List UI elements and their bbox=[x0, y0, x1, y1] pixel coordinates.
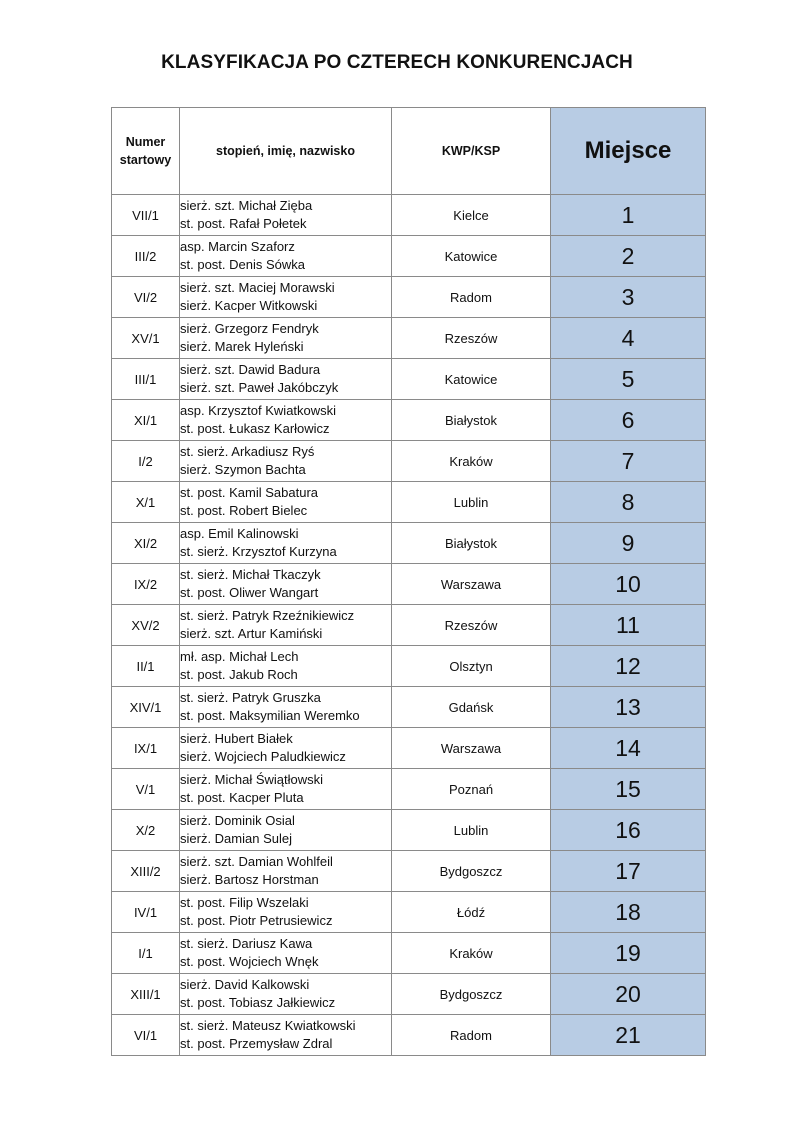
start-number: IV/1 bbox=[112, 892, 180, 933]
place-number: 17 bbox=[551, 851, 706, 892]
competitor-name: asp. Marcin Szaforz bbox=[180, 239, 295, 254]
kwp-city: Łódź bbox=[392, 892, 551, 933]
competitor-name: st. sierż. Arkadiusz Ryś bbox=[180, 444, 315, 459]
start-number: XV/2 bbox=[112, 605, 180, 646]
place-number: 8 bbox=[551, 482, 706, 523]
competitors-cell bbox=[180, 400, 392, 441]
table-row bbox=[112, 974, 706, 1015]
place-number: 10 bbox=[551, 564, 706, 605]
competitor-name: st. post. Piotr Petrusiewicz bbox=[180, 913, 333, 928]
table-row bbox=[112, 564, 706, 605]
start-number: X/1 bbox=[112, 482, 180, 523]
table-row bbox=[112, 851, 706, 892]
competitors-cell bbox=[180, 687, 392, 728]
competitors-cell bbox=[180, 810, 392, 851]
competitors-cell bbox=[180, 564, 392, 605]
kwp-city: Radom bbox=[392, 277, 551, 318]
kwp-city: Radom bbox=[392, 1015, 551, 1056]
place-number: 13 bbox=[551, 687, 706, 728]
table-row bbox=[112, 933, 706, 974]
place-number: 20 bbox=[551, 974, 706, 1015]
table-row bbox=[112, 605, 706, 646]
competitor-name: sierż. Dominik Osial bbox=[180, 813, 295, 828]
competitor-name: asp. Emil Kalinowski bbox=[180, 526, 299, 541]
competitor-name: sierż. szt. Maciej Morawski bbox=[180, 280, 335, 295]
competitors-cell bbox=[180, 646, 392, 687]
competitor-name: st. sierż. Michał Tkaczyk bbox=[180, 567, 321, 582]
competitors-cell bbox=[180, 892, 392, 933]
competitor-name: st. post. Rafał Połetek bbox=[180, 216, 307, 231]
table-row bbox=[112, 359, 706, 400]
start-number: XIV/1 bbox=[112, 687, 180, 728]
competitor-name: sierż. szt. Damian Wohlfeil bbox=[180, 854, 333, 869]
table-row bbox=[112, 236, 706, 277]
competitor-name: st. sierż. Dariusz Kawa bbox=[180, 936, 313, 951]
table-row bbox=[112, 318, 706, 359]
table-row bbox=[112, 646, 706, 687]
competitor-name: mł. asp. Michał Lech bbox=[180, 649, 299, 664]
place-number: 12 bbox=[551, 646, 706, 687]
competitor-name: sierż. Wojciech Paludkiewicz bbox=[180, 749, 346, 764]
table-row bbox=[112, 728, 706, 769]
competitor-name: sierż. Grzegorz Fendryk bbox=[180, 321, 319, 336]
start-number: XIII/1 bbox=[112, 974, 180, 1015]
table-row bbox=[112, 892, 706, 933]
kwp-city: Bydgoszcz bbox=[392, 851, 551, 892]
competitor-name: sierż. Michał Świątłowski bbox=[180, 772, 324, 787]
place-number: 2 bbox=[551, 236, 706, 277]
kwp-city: Poznań bbox=[392, 769, 551, 810]
table-row bbox=[112, 1015, 706, 1056]
competitors-cell bbox=[180, 318, 392, 359]
competitors-cell bbox=[180, 605, 392, 646]
kwp-city: Lublin bbox=[392, 482, 551, 523]
place-number: 7 bbox=[551, 441, 706, 482]
start-number: XI/1 bbox=[112, 400, 180, 441]
table-row bbox=[112, 482, 706, 523]
kwp-city: Gdańsk bbox=[392, 687, 551, 728]
start-number: VII/1 bbox=[112, 195, 180, 236]
place-number: 1 bbox=[551, 195, 706, 236]
competitors-cell bbox=[180, 482, 392, 523]
competitor-name: sierż. szt. Paweł Jakóbczyk bbox=[180, 380, 339, 395]
results-table bbox=[111, 107, 706, 1056]
kwp-city: Kraków bbox=[392, 933, 551, 974]
competitor-name: st. post. Denis Sówka bbox=[180, 257, 305, 272]
competitor-name: asp. Krzysztof Kwiatkowski bbox=[180, 403, 337, 418]
competitor-name: st. post. Jakub Roch bbox=[180, 667, 298, 682]
competitors-cell bbox=[180, 1015, 392, 1056]
competitors-cell bbox=[180, 851, 392, 892]
table-row bbox=[112, 400, 706, 441]
competitor-name: st. post. Przemysław Zdral bbox=[180, 1036, 333, 1051]
competitor-name: st. post. Wojciech Wnęk bbox=[180, 954, 319, 969]
start-number: IX/1 bbox=[112, 728, 180, 769]
place-number: 9 bbox=[551, 523, 706, 564]
competitors-cell bbox=[180, 236, 392, 277]
start-number: XIII/2 bbox=[112, 851, 180, 892]
header-name: stopień, imię, nazwisko bbox=[180, 108, 392, 195]
header-kwp: KWP/KSP bbox=[392, 108, 551, 195]
place-number: 21 bbox=[551, 1015, 706, 1056]
start-number: III/2 bbox=[112, 236, 180, 277]
competitor-name: st. post. Robert Bielec bbox=[180, 503, 308, 518]
competitor-name: st. sierż. Krzysztof Kurzyna bbox=[180, 544, 337, 559]
table-row bbox=[112, 769, 706, 810]
table-row bbox=[112, 810, 706, 851]
competitor-name: sierż. szt. Michał Zięba bbox=[180, 198, 313, 213]
page-title: KLASYFIKACJA PO CZTERECH KONKURENCJACH bbox=[161, 52, 633, 73]
kwp-city: Bydgoszcz bbox=[392, 974, 551, 1015]
place-number: 3 bbox=[551, 277, 706, 318]
competitor-name: sierż. Szymon Bachta bbox=[180, 462, 306, 477]
table-row bbox=[112, 687, 706, 728]
competitor-name: st. post. Tobiasz Jałkiewicz bbox=[180, 995, 336, 1010]
table-row bbox=[112, 441, 706, 482]
start-number: XV/1 bbox=[112, 318, 180, 359]
competitors-cell bbox=[180, 769, 392, 810]
competitor-name: sierż. Kacper Witkowski bbox=[180, 298, 318, 313]
place-number: 5 bbox=[551, 359, 706, 400]
place-number: 4 bbox=[551, 318, 706, 359]
start-number: VI/1 bbox=[112, 1015, 180, 1056]
competitor-name: st. post. Łukasz Karłowicz bbox=[180, 421, 330, 436]
competitor-name: st. post. Oliwer Wangart bbox=[180, 585, 319, 600]
kwp-city: Białystok bbox=[392, 400, 551, 441]
table-body bbox=[112, 195, 706, 1056]
competitor-name: st. post. Kamil Sabatura bbox=[180, 485, 319, 500]
competitor-name: sierż. Damian Sulej bbox=[180, 831, 292, 846]
kwp-city: Kraków bbox=[392, 441, 551, 482]
header-place: Miejsce bbox=[551, 108, 706, 195]
place-number: 11 bbox=[551, 605, 706, 646]
start-number: II/1 bbox=[112, 646, 180, 687]
competitor-name: st. sierż. Patryk Gruszka bbox=[180, 690, 321, 705]
kwp-city: Kielce bbox=[392, 195, 551, 236]
table-row bbox=[112, 277, 706, 318]
place-number: 6 bbox=[551, 400, 706, 441]
kwp-city: Olsztyn bbox=[392, 646, 551, 687]
place-number: 19 bbox=[551, 933, 706, 974]
competitors-cell bbox=[180, 277, 392, 318]
start-number: XI/2 bbox=[112, 523, 180, 564]
kwp-city: Katowice bbox=[392, 359, 551, 400]
competitor-name: st. post. Kacper Pluta bbox=[180, 790, 304, 805]
start-number: IX/2 bbox=[112, 564, 180, 605]
header-row bbox=[112, 108, 706, 195]
kwp-city: Lublin bbox=[392, 810, 551, 851]
competitor-name: sierż. Marek Hyleński bbox=[180, 339, 304, 354]
competitor-name: st. post. Maksymilian Weremko bbox=[180, 708, 360, 723]
place-number: 18 bbox=[551, 892, 706, 933]
start-number: III/1 bbox=[112, 359, 180, 400]
kwp-city: Białystok bbox=[392, 523, 551, 564]
header-number: Numer startowy bbox=[112, 108, 180, 195]
start-number: V/1 bbox=[112, 769, 180, 810]
competitor-name: sierż. Bartosz Horstman bbox=[180, 872, 319, 887]
start-number: VI/2 bbox=[112, 277, 180, 318]
competitors-cell bbox=[180, 359, 392, 400]
kwp-city: Warszawa bbox=[392, 728, 551, 769]
competitors-cell bbox=[180, 523, 392, 564]
competitor-name: sierż. szt. Artur Kamiński bbox=[180, 626, 323, 641]
start-number: X/2 bbox=[112, 810, 180, 851]
competitor-name: st. sierż. Patryk Rzeźnikiewicz bbox=[180, 608, 355, 623]
start-number: I/2 bbox=[112, 441, 180, 482]
competitor-name: sierż. szt. Dawid Badura bbox=[180, 362, 321, 377]
kwp-city: Katowice bbox=[392, 236, 551, 277]
competitor-name: sierż. Hubert Białek bbox=[180, 731, 293, 746]
kwp-city: Warszawa bbox=[392, 564, 551, 605]
place-number: 16 bbox=[551, 810, 706, 851]
place-number: 14 bbox=[551, 728, 706, 769]
competitors-cell bbox=[180, 974, 392, 1015]
start-number: I/1 bbox=[112, 933, 180, 974]
table-row bbox=[112, 195, 706, 236]
competitors-cell bbox=[180, 441, 392, 482]
competitor-name: st. post. Filip Wszelaki bbox=[180, 895, 309, 910]
competitors-cell bbox=[180, 195, 392, 236]
kwp-city: Rzeszów bbox=[392, 318, 551, 359]
competitor-name: st. sierż. Mateusz Kwiatkowski bbox=[180, 1018, 356, 1033]
competitors-cell bbox=[180, 933, 392, 974]
competitors-cell bbox=[180, 728, 392, 769]
place-number: 15 bbox=[551, 769, 706, 810]
competitor-name: sierż. David Kalkowski bbox=[180, 977, 310, 992]
kwp-city: Rzeszów bbox=[392, 605, 551, 646]
table-row bbox=[112, 523, 706, 564]
